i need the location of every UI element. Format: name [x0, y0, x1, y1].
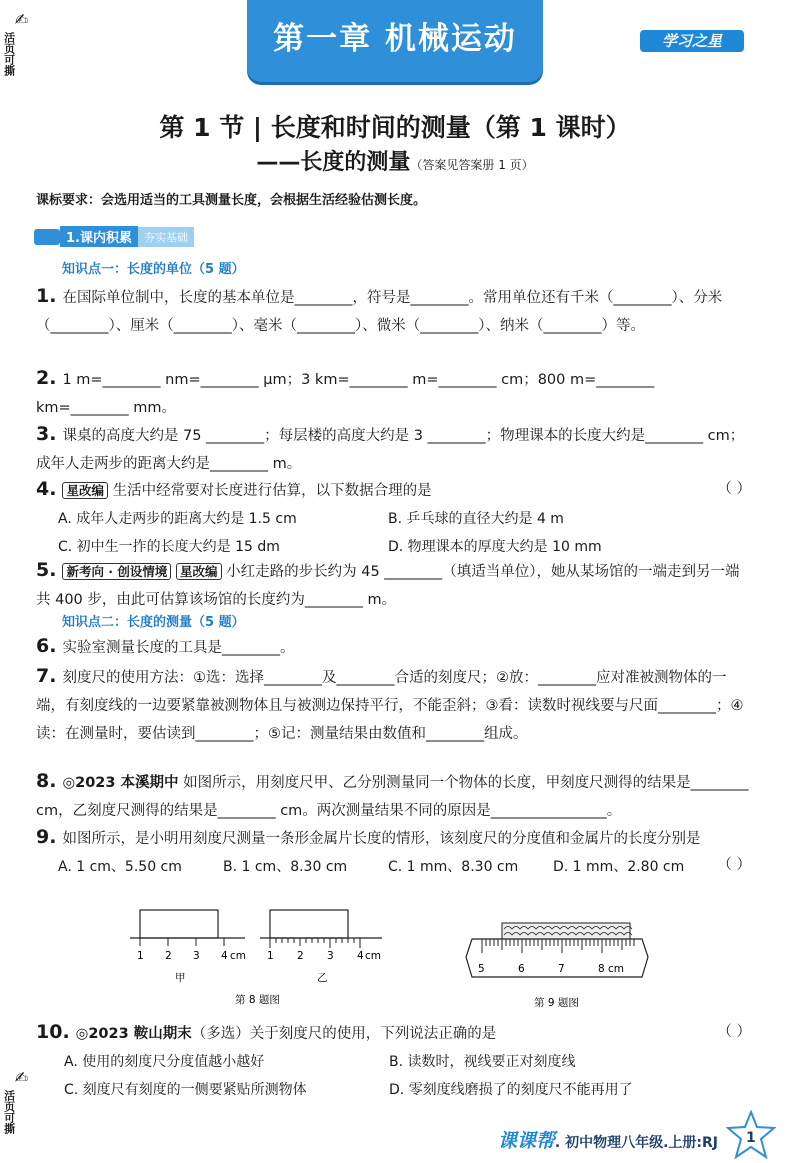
metal-strip	[502, 923, 630, 939]
question-6	[36, 632, 751, 662]
source-badge: 星改编	[176, 563, 222, 580]
chapter-title: 第一章 机械运动	[273, 21, 517, 57]
question-number: 7.	[36, 665, 57, 687]
answer-paren: （ ）	[717, 481, 751, 497]
option-d: D. 零刻度线磨损了的刻度尺不能再用了	[389, 1082, 633, 1098]
ruler-yi-ticks	[270, 938, 360, 948]
tick-label: 4	[357, 950, 364, 962]
question-number: 4.	[36, 478, 57, 500]
tick-label: 2	[297, 950, 304, 962]
side-tab-bottom	[2, 1068, 28, 1152]
option-d: D. 1 mm、2.80 cm	[553, 859, 685, 875]
hand-icon: ✍	[14, 10, 28, 29]
question-number: 9.	[36, 826, 57, 848]
source-tag: 2023 本溪期中	[75, 775, 179, 791]
option-d: D. 物理课本的厚度大约是 10 mm	[388, 539, 602, 555]
unit-label: cm	[230, 950, 247, 962]
question-text: 在国际单位制中，长度的基本单位是________，符号是________。常用单位还有千米（________）、分米（________）、厘米（________）、毫米（________）、微米（________）、纳米（________）等。	[36, 290, 723, 334]
question-7	[36, 662, 751, 748]
option-a: A. 成年人走两步的距离大约是 1.5 cm	[58, 511, 297, 527]
option-a: A. 1 cm、5.50 cm	[58, 859, 182, 875]
option-b: B. 1 cm、8.30 cm	[223, 859, 348, 875]
new-trend-badge: 新考向 · 创设情境	[62, 563, 171, 580]
page-number: 1	[746, 1130, 756, 1146]
answer-note: （答案见答案册 1 页）	[410, 158, 534, 172]
question-1	[36, 282, 751, 340]
question-8	[36, 767, 751, 825]
question-text: 如图所示，用刻度尺甲、乙分别测量同一个物体的长度，甲刻度尺测得的结果是________ cm，乙刻度尺测得的结果是________ cm。两次测量结果不同的原因是________________。	[36, 775, 749, 819]
question-number: 3.	[36, 423, 57, 445]
question-text: 生活中经常要对长度进行估算，以下数据合理的是	[112, 483, 432, 499]
label-jia: 甲	[175, 972, 186, 984]
tick-label: 3	[327, 950, 334, 962]
section-label: 1.课内积累	[60, 226, 138, 247]
figure-9	[462, 920, 662, 1010]
curriculum-requirement: 课标要求：会选用适当的工具测量长度，会根据生活经验估测长度。	[36, 193, 427, 208]
ruler-ticks	[482, 939, 634, 953]
label-yi: 乙	[317, 972, 328, 984]
object-block-jia	[140, 910, 218, 938]
logo: 学习之星	[640, 30, 744, 52]
location-icon: ◎	[62, 775, 76, 791]
option-b: B. 读数时，视线要正对刻度线	[389, 1054, 576, 1070]
question-text: 1 m=________ nm=________ μm；3 km=________ m=________ cm；800 m=________ km=________ mm。	[36, 372, 655, 416]
option-c: C. 刻度尺有刻度的一侧要紧贴所测物体	[64, 1082, 307, 1098]
question-number: 1.	[36, 285, 57, 307]
location-icon: ◎	[75, 1026, 89, 1042]
source-badge: 星改编	[62, 482, 108, 499]
answer-paren: （ ）	[717, 857, 751, 873]
tick-label: 8	[598, 963, 605, 975]
tick-label: 6	[518, 963, 525, 975]
question-number: 8.	[36, 770, 57, 792]
unit-label: cm	[365, 950, 382, 962]
chapter-banner	[247, 0, 543, 82]
source-tag: 2023 鞍山期末	[88, 1026, 192, 1042]
side-tab-label: 活页可撕	[2, 1090, 16, 1134]
answer-paren: （ ）	[717, 1024, 751, 1040]
option-a: A. 使用的刻度尺分度值越小越好	[64, 1054, 265, 1070]
question-2	[36, 364, 751, 422]
section-header	[34, 226, 214, 246]
side-tab-top	[2, 10, 28, 94]
question-4	[36, 475, 751, 561]
knowledge-point-1: 知识点一：长度的单位（5 题）	[62, 262, 245, 277]
unit-label: cm	[608, 963, 625, 975]
question-3	[36, 420, 751, 478]
question-number: 5.	[36, 559, 57, 581]
figure-caption: 第 8 题图	[235, 994, 280, 1005]
question-text: （多选）关于刻度尺的使用，下列说法正确的是	[191, 1026, 497, 1042]
tick-label: 1	[137, 950, 144, 962]
question-number: 2.	[36, 367, 57, 389]
question-text: 刻度尺的使用方法：①选：选择________及________合适的刻度尺；②放：________应对准被测物体的一端，有刻度线的一边要紧靠被测物体且与被测边保持平行，不能歪斜；③看：读数时视线要与尺面________；④读：在测量时，要估读到________；⑤记：测量结果由数值和________组成。	[36, 670, 744, 742]
footer-brand	[498, 1126, 718, 1153]
tick-label: 7	[558, 963, 565, 975]
tick-label: 4	[221, 950, 228, 962]
tick-label: 2	[165, 950, 172, 962]
book-icon	[34, 229, 60, 245]
question-number: 6.	[36, 635, 57, 657]
question-number: 10.	[36, 1021, 70, 1043]
section-title: 第 1 节 | 长度和时间的测量（第 1 课时）	[159, 113, 631, 142]
object-block-yi	[270, 910, 348, 938]
option-c: C. 初中生一拃的长度大约是 15 dm	[58, 539, 280, 555]
page-number-badge	[726, 1110, 776, 1160]
section-tag: 夯实基础	[138, 227, 194, 247]
question-text: 实验室测量长度的工具是________。	[62, 640, 295, 656]
subtitle-text: ——长度的测量	[256, 150, 411, 175]
tick-label: 3	[193, 950, 200, 962]
figure-8	[120, 905, 390, 1005]
tick-label: 1	[267, 950, 274, 962]
question-10	[36, 1018, 751, 1104]
option-c: C. 1 mm、8.30 cm	[388, 859, 519, 875]
question-9	[36, 823, 751, 881]
figure-caption: 第 9 题图	[534, 997, 579, 1009]
section-subtitle	[0, 145, 790, 176]
hand-icon: ✍	[14, 1068, 28, 1087]
book-info: . 初中物理八年级.上册:RJ	[554, 1135, 718, 1151]
brand-name: 课课帮	[497, 1130, 555, 1152]
question-5	[36, 556, 751, 614]
option-b: B. 乒乓球的直径大约是 4 m	[388, 511, 564, 527]
question-text: 如图所示，是小明用刻度尺测量一条形金属片长度的情形，该刻度尺的分度值和金属片的长度分别是	[62, 831, 701, 847]
side-tab-label: 活页可撕	[2, 32, 16, 76]
knowledge-point-2: 知识点二：长度的测量（5 题）	[62, 615, 245, 630]
tick-label: 5	[478, 963, 485, 975]
question-text: 小红走路的步长约为 45 ________（填适当单位），她从某场馆的一端走到另一端共 400 步，由此可估算该场馆的长度约为________ m。	[36, 564, 740, 608]
question-text: 课桌的高度大约是 75 ________；每层楼的高度大约是 3 ________；物理课本的长度大约是________ cm；成年人走两步的距离大约是________ m。	[36, 428, 745, 472]
